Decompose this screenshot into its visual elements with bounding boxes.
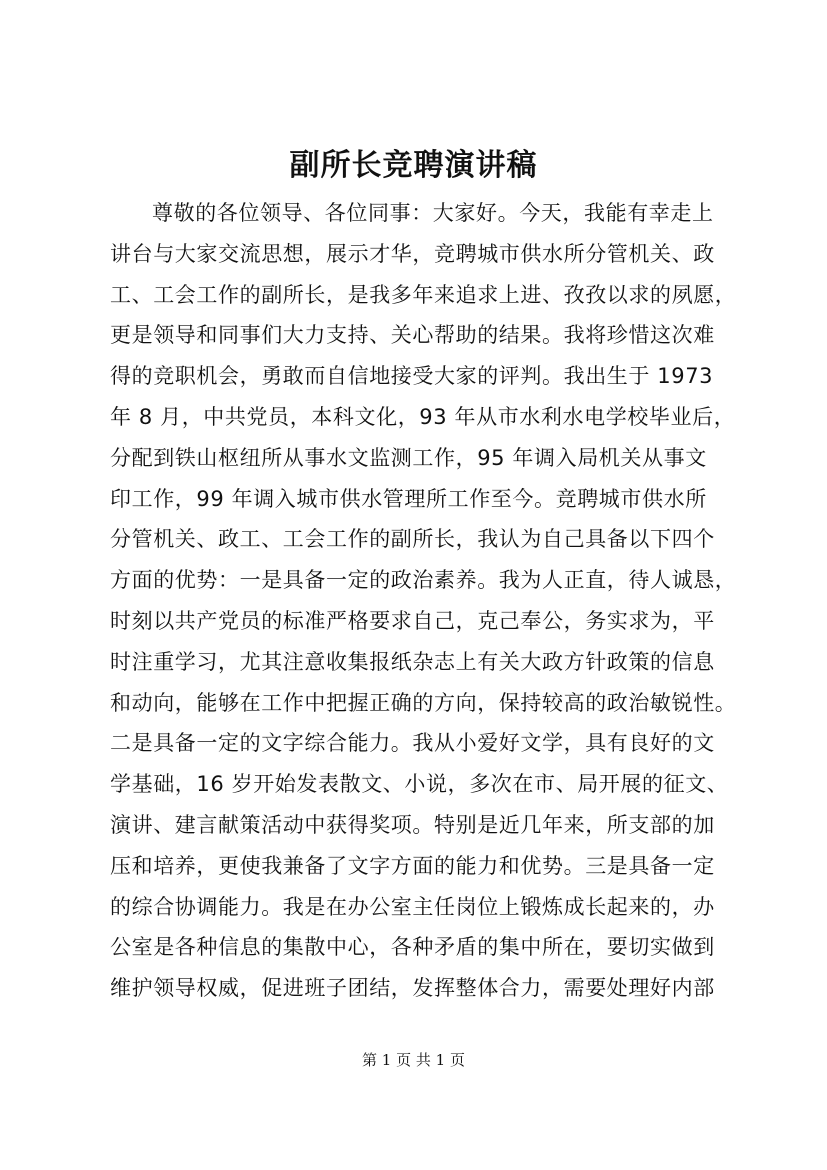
body-line-16: 演讲、建言献策活动中获得奖项。特别是近几年来，所支部的加: [110, 812, 715, 837]
body-line-5: 得的竞职机会，勇敢而自信地接受大家的评判。我出生于 1973: [110, 364, 714, 389]
body-line-18: 的综合协调能力。我是在办公室主任岗位上锻炼成长起来的，办: [110, 894, 715, 919]
body-line-20: 维护领导权威，促进班子团结，发挥整体合力，需要处理好内部: [110, 976, 715, 1001]
body-line-2: 讲台与大家交流思想，展示才华，竞聘城市供水所分管机关、政: [110, 241, 715, 266]
document-body: [110, 193, 737, 1009]
document-title: 副所长竞聘演讲稿: [289, 148, 538, 183]
body-line-10: 方面的优势：一是具备一定的政治素养。我为人正直，待人诚恳，: [110, 568, 737, 593]
body-line-11: 时刻以共产党员的标准严格要求自己，克己奉公，务实求为，平: [110, 608, 715, 633]
body-line-8: 印工作，99 年调入城市供水管理所工作至今。竞聘城市供水所: [110, 486, 707, 511]
body-line-17: 压和培养，更使我兼备了文字方面的能力和优势。三是具备一定: [110, 853, 715, 878]
body-line-3: 工、工会工作的副所长，是我多年来追求上进、孜孜以求的夙愿，: [110, 282, 737, 307]
body-line-9: 分管机关、政工、工会工作的副所长，我认为自己具备以下四个: [110, 527, 715, 552]
body-line-12: 时注重学习，尤其注意收集报纸杂志上有关大政方针政策的信息: [110, 649, 715, 674]
body-line-13: 和动向，能够在工作中把握正确的方向，保持较高的政治敏锐性。: [110, 690, 737, 715]
body-line-15: 学基础，16 岁开始发表散文、小说，多次在市、局开展的征文、: [110, 772, 729, 797]
body-line-1: 尊敬的各位领导、各位同事：大家好。今天，我能有幸走上: [152, 201, 714, 225]
body-line-4: 更是领导和同事们大力支持、关心帮助的结果。我将珍惜这次难: [110, 323, 715, 348]
body-line-14: 二是具备一定的文字综合能力。我从小爱好文学，具有良好的文: [110, 731, 715, 756]
body-line-6: 年 8 月，中共党员，本科文化，93 年从市水利水电学校毕业后，: [110, 404, 736, 429]
page-footer: 第 1 页 共 1 页: [362, 1051, 465, 1069]
body-line-7: 分配到铁山枢纽所从事水文监测工作，95 年调入局机关从事文: [110, 445, 707, 470]
body-line-19: 公室是各种信息的集散中心，各种矛盾的集中所在，要切实做到: [110, 935, 715, 960]
